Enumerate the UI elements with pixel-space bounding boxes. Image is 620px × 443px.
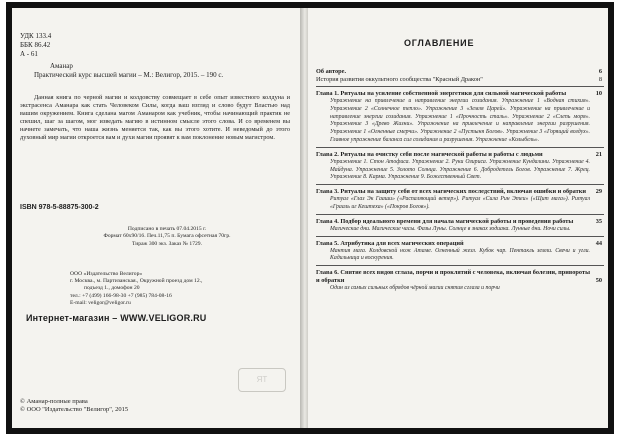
toc-entry-subsections: Упражнение на привлечение и направление энергии созидания. Упражнение 1 «Водная стихия». Упражнение 2 «Солнечное тепло». Упражнение 3 «Земля Царей». Упражнение на привлечение и направление энергии созидания. Упражнение 1 «Прочность сталь». Упражнение 2 «Слепь моря». Упражнение 3 «Древо Жизни». Упражнение на привлечение и направление энергии разрушения. Упражнение 1 «Огненные смерчи». Упражнение 2 «Пустыня Богов». Упражнение 3 «Горящий воздух». Главное упражнение баланса сил созидания и разрушения. Упражнение «Колыбель». xyxy=(330,98,590,143)
left-page xyxy=(12,8,300,428)
toc-entry xyxy=(316,151,604,159)
right-page xyxy=(308,8,608,428)
toc-entry-subsections: Ритуал «Глаз Эк Гааши» («Распаляющий ветер»). Ритуал «Сила Рин Этеи» («Щит мага»). Ритуал «Грааль иг Кештеха» («Покров Богов»). xyxy=(330,196,590,210)
toc-entry-page: 10 xyxy=(595,90,602,97)
toc-entry-title: История развития оккультного сообщества "Красный Дракон" xyxy=(316,76,483,83)
author-block xyxy=(20,62,292,80)
toc-entry-subsections: Магические дни. Магические часы. Фазы Луны. Солнце в знаках зодиака. Лунные дни. Ночи силы. xyxy=(330,225,571,232)
udk-block xyxy=(20,32,51,59)
toc-entry-title: Глава 1. Ритуалы на усиление собственной энергетики для сильной магической работы xyxy=(316,90,567,97)
toc-entry-page: 6 xyxy=(598,68,602,75)
toc-entry xyxy=(316,218,604,226)
toc-divider xyxy=(316,265,604,266)
toc-entry-page: 8 xyxy=(598,76,602,83)
table-of-contents xyxy=(316,68,604,293)
copyright-publisher: © ООО "Издательство "Велигор", 2015 xyxy=(20,406,129,414)
udk-line: УДК 133.4 xyxy=(20,32,52,40)
annotation: Данная книга по черной магии и колдовству совмещает в себе опыт известного колдуна и экстрасенса Аманара как стать Человеком Силы, когда ваш взгляд и слово будут Властью над вашим окружением. Книга сделана магом Аманаром как учебник, чтобы начинающий практик не спешил, шаг за шагом, мог изведать магию в истинном смысле этого слова. И со временем вы начнете замечать, что наша жизнь меняется так, как вы этого хотите. И неведомый до этого духовный мир магии откроется вам и духи магии проявят к вам поклонение новым магистром. xyxy=(20,94,290,142)
copyright-block xyxy=(20,398,128,414)
toc-divider xyxy=(316,214,604,215)
toc-entry xyxy=(316,269,604,285)
publisher-address: г. Москва., м. Партизанская., Окружной проезд дом 12., xyxy=(70,278,203,285)
copyright-author: © Аманар-полные права xyxy=(20,398,88,405)
toc-entry-title: Глава 5. Атрибутика для всех магических операций xyxy=(316,239,464,247)
toc-entry-page: 50 xyxy=(595,277,602,285)
toc-divider xyxy=(316,147,604,148)
author-name: Аманар xyxy=(50,62,73,70)
publisher-name: ООО «Издательство Велигор» xyxy=(70,271,143,277)
toc-divider xyxy=(316,184,604,185)
publisher-entrance: подъезд 1., домофон 20 xyxy=(84,285,140,292)
book-spread xyxy=(6,2,614,434)
print-date: Подписано в печать 07.04.2015 г. xyxy=(127,226,207,232)
toc-entry-subsections: Один из самых сильных обрядов чёрной магии снятия сглаза и порчи xyxy=(330,285,500,292)
toc-entry-page: 21 xyxy=(595,150,602,158)
toc-entry-page: 44 xyxy=(595,239,602,247)
toc-entry xyxy=(316,240,604,248)
toc-entry-title: Глава 3. Ритуалы на защиту себя от всех магических последствий, включая ошибки и обратки xyxy=(316,188,586,196)
toc-entry xyxy=(316,68,604,76)
toc-divider xyxy=(316,236,604,237)
publisher-block xyxy=(70,271,270,307)
toc-entry-page: 35 xyxy=(595,217,602,225)
toc-entry-title: Глава 6. Снятие всех видов сглаза, порчи и проклятий с человека, включая болезни, привороты и обратки xyxy=(316,269,590,285)
toc-title: ОГЛАВЛЕНИЕ xyxy=(404,38,475,48)
toc-entry-title: Об авторе. xyxy=(316,68,347,75)
toc-entry-subsections: Упражнение 1. Стон Атофиса. Упражнение 2. Руки Озириса. Упражнение Кундалини. Упражнение 4. Майдуна. Упражнение 5. Золото Солнца. Упражнение 6. Добродетель Богов. Упражнение 7. Жрец. Упражнение 8. Карма. Упражнение 9. Божественный Свет. xyxy=(330,158,590,181)
toc-entry-title: Глава 4. Подбор идеального времени для начала магической работы и проведения работы xyxy=(316,217,574,225)
toc-entry xyxy=(316,188,604,196)
print-info xyxy=(92,226,242,248)
toc-divider xyxy=(316,86,604,87)
bbk-line: ББК 86.42 xyxy=(20,41,51,49)
book-gutter xyxy=(300,8,308,428)
toc-entry xyxy=(316,90,604,98)
toc-entry xyxy=(316,76,604,84)
publisher-phone: тел.: +7 (499) 166-98-30 +7 (985) 784-08-16 xyxy=(70,292,172,299)
book-reference: Практический курс высшей магии – М.: Велигор, 2015. – 190 с. xyxy=(34,71,224,79)
toc-entry-subsections: Мантия мага. Колдовской нож Атаме. Огненный жезл. Кубок чар. Пентакль земли. Свечи и угли. Кадильница и воскурения. xyxy=(330,247,590,262)
print-run: Тираж 300 экз. Заказ № 1729. xyxy=(132,240,202,247)
isbn: ISBN 978-5-88875-300-2 xyxy=(20,204,99,211)
publisher-email: E-mail: veligor@veligor.ru xyxy=(70,299,131,306)
toc-entry-page: 29 xyxy=(595,188,602,196)
print-format: Формат 60х90/16. Печ.11,75 п. Бумага офсетная 70гр. xyxy=(103,233,231,240)
library-stamp: ЯТ xyxy=(238,368,286,392)
shop-url: Интернет-магазин – WWW.VELIGOR.RU xyxy=(26,313,207,323)
toc-entry-title: Глава 2. Ритуалы на очистку себя после магической работы и работы с людьми xyxy=(316,150,543,158)
author-mark: А - 61 xyxy=(20,50,38,58)
